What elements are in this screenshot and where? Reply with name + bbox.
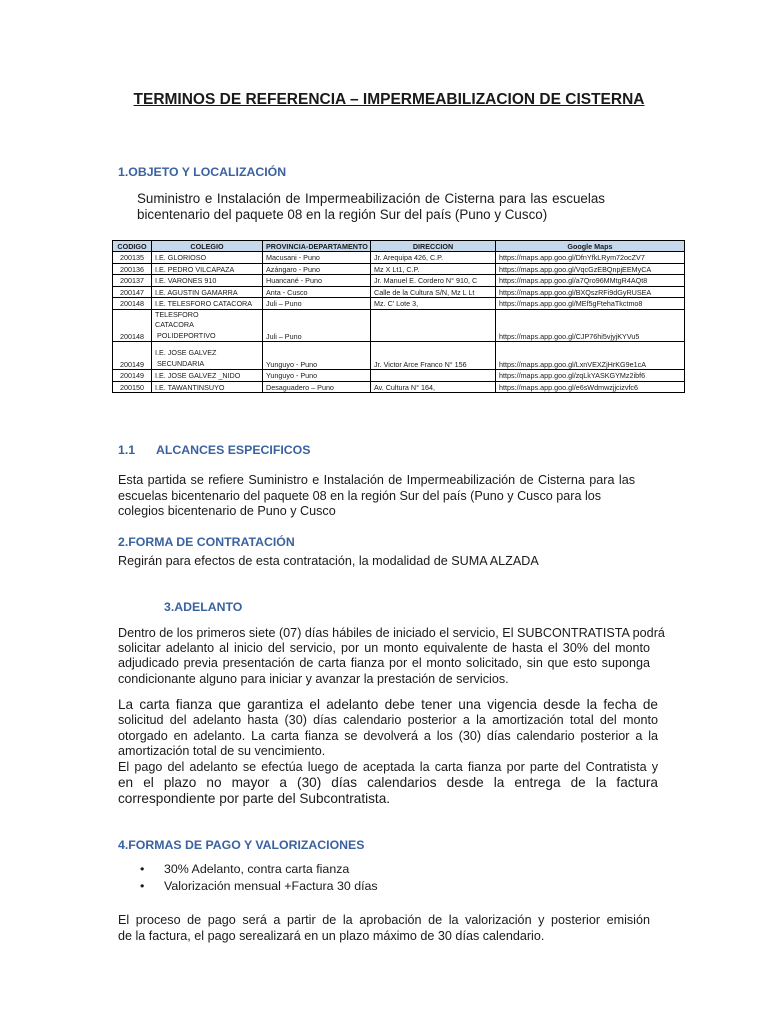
section-3-paragraph-1 (118, 626, 665, 687)
cell-colegio: I.E. TAWANTINSUYO (152, 381, 263, 393)
cell-colegio-line: SECUNDARIA (155, 358, 205, 368)
section-1-text (137, 191, 605, 223)
cell-maps-link[interactable]: https://maps.app.goo.gl/a7Qro96MMtgR4AQt8 (496, 275, 685, 287)
schools-table (112, 240, 685, 393)
section-1-1-text (118, 473, 635, 520)
table-row (113, 252, 685, 264)
table-header-maps: Google Maps (496, 241, 685, 252)
cell-codigo: 200147 (113, 286, 152, 298)
cell-colegio (152, 342, 263, 370)
section-3-heading: 3.ADELANTO (164, 600, 243, 614)
list-item (140, 878, 378, 895)
cell-maps-link[interactable]: https://maps.app.goo.gl/e6sWdmwzjjcizvfc6 (496, 381, 685, 393)
section-1-1-heading: ALCANCES ESPECIFICOS (156, 443, 311, 457)
cell-maps-link[interactable]: https://maps.app.goo.gl/VqcGzEBQnpjEEMyCA (496, 263, 685, 275)
cell-maps-link[interactable]: https://maps.app.goo.gl/BXQszRFi9dGyRUSEA (496, 286, 685, 298)
section-3-line: solicitud del adelanto hasta (30) días calendario posterior a la amortización total del monto (118, 713, 658, 727)
section-3-line: La carta fianza que garantiza el adelanto debe tener una vigencia desde la fecha de (118, 697, 658, 712)
table-row (113, 381, 685, 393)
section-1-1-line: Esta partida se refiere Suministro e Instalación de Impermeabilización de Cisterna para las (118, 473, 635, 487)
table-row (113, 286, 685, 298)
bullet-icon: • (140, 879, 145, 893)
cell-maps-link[interactable]: https://maps.app.goo.gl/zqLkYASKGYMz2ibf6 (496, 370, 685, 382)
cell-direccion: Jr. Manuel E. Cordero N° 910, C (371, 275, 496, 287)
table-row (113, 342, 685, 370)
section-4-line: de la factura, el pago serealizará en un plazo máximo de 30 días calendario. (118, 929, 545, 943)
cell-provincia: Azángaro - Puno (263, 263, 371, 275)
cell-codigo: 200137 (113, 275, 152, 287)
cell-codigo: 200148 (113, 298, 152, 310)
section-4-closing-text (118, 912, 650, 944)
cell-direccion: Av. Cultura N° 164, (371, 381, 496, 393)
section-2-heading: 2.FORMA DE CONTRATACIÓN (118, 535, 295, 549)
table-header-colegio: COLEGIO (152, 241, 263, 252)
cell-colegio: I.E. PEDRO VILCAPAZA (152, 263, 263, 275)
cell-codigo: 200149 (113, 370, 152, 382)
section-2-line: Regirán para efectos de esta contratación, la modalidad de SUMA ALZADA (118, 554, 539, 568)
list-item-text: 30% Adelanto, contra carta fianza (164, 862, 350, 876)
cell-colegio (152, 309, 263, 341)
section-1-1-line: escuelas bicentenario del paquete 08 en la región Sur del país (Puno y Cusco para los (118, 488, 602, 503)
cell-provincia: Macusani - Puno (263, 252, 371, 264)
cell-colegio-line: CATACORA (155, 320, 194, 330)
table-header-codigo: CODIGO (113, 241, 152, 252)
cell-codigo: 200150 (113, 381, 152, 393)
cell-colegio: I.E. GLORIOSO (152, 252, 263, 264)
section-3-line: correspondiente por parte del Subcontratista. (118, 791, 391, 807)
cell-provincia: Yunguyo - Puno (263, 370, 371, 382)
cell-provincia: Huancané - Puno (263, 275, 371, 287)
cell-direccion (371, 370, 496, 382)
cell-maps-link[interactable]: https://maps.app.goo.gl/CJP76hi5vjyjKYVu5 (496, 309, 685, 341)
section-3-line: en el plazo no mayor a (30) días calendarios desde la entrega de la factura (118, 775, 658, 791)
cell-direccion: Jr. Arequipa 426, C.P. (371, 252, 496, 264)
table-header-provincia: PROVINCIA-DEPARTAMENTO (263, 241, 371, 252)
cell-codigo: 200148 (113, 309, 152, 341)
section-3-line: otorgado en adelanto. La carta fianza se devolverá a los (30) días calendario posterior a la (118, 728, 658, 743)
cell-direccion: Mz. C' Lote 3, (371, 298, 496, 310)
section-3-line: El pago del adelanto se efectúa luego de aceptada la carta fianza por parte del Contratista y (118, 759, 658, 774)
cell-colegio: I.E. TELESFORO CATACORA (152, 298, 263, 310)
section-3-line: Dentro de los primeros siete (07) días hábiles de iniciado el servicio, El SUBCONTRATISTA podrá (118, 626, 665, 640)
cell-direccion: Jr. Victor Arce Franco N° 156 (371, 342, 496, 370)
table-row (113, 370, 685, 382)
section-4-line: El proceso de pago será a partir de la aprobación de la valorización y posterior emisión (118, 913, 650, 927)
bullet-icon: • (140, 862, 145, 876)
section-4-heading: 4.FORMAS DE PAGO Y VALORIZACIONES (118, 838, 365, 852)
cell-direccion: Mz X Lt1, C.P. (371, 263, 496, 275)
cell-colegio: I.E. JOSE GALVEZ _NIDO (152, 370, 263, 382)
cell-maps-link[interactable]: https://maps.app.goo.gl/MEf5gFtehaTkctmo8 (496, 298, 685, 310)
list-item-text: Valorización mensual +Factura 30 días (164, 879, 378, 893)
cell-direccion (371, 309, 496, 341)
cell-colegio-line: TELESFORO (155, 309, 199, 319)
cell-direccion: Calle de la Cultura S/N, Mz L Lt (371, 286, 496, 298)
section-1-line: bicentenario del paquete 08 en la región Sur del país (Puno y Cusco) (137, 207, 548, 222)
cell-provincia: Juli – Puno (263, 298, 371, 310)
payment-bullet-list (140, 861, 378, 895)
cell-provincia: Desaguadero – Puno (263, 381, 371, 393)
section-1-line: Suministro e Instalación de Impermeabilización de Cisterna para las escuelas (137, 191, 605, 206)
cell-provincia: Anta - Cusco (263, 286, 371, 298)
section-1-1-number: 1.1 (118, 443, 136, 457)
cell-colegio: I.E. AGUSTIN GAMARRA (152, 286, 263, 298)
section-2-text (118, 554, 638, 569)
cell-colegio-line: POLIDEPORTIVO (155, 330, 216, 340)
cell-codigo: 200136 (113, 263, 152, 275)
table-row (113, 275, 685, 287)
cell-codigo: 200149 (113, 342, 152, 370)
table-row (113, 298, 685, 310)
table-header-row (113, 241, 685, 252)
section-1-1-line: colegios bicentenario de Puno y Cusco (118, 504, 336, 518)
section-3-line: adjudicado previa presentación de carta fianza por el monto solicitado, sin que esto suponga (118, 656, 650, 671)
list-item (140, 861, 378, 878)
cell-maps-link[interactable]: https://maps.app.goo.gl/LxnVEXZjHrKG9e1cA (496, 342, 685, 370)
table-row (113, 263, 685, 275)
cell-provincia: Yunguyo - Puno (263, 342, 371, 370)
section-3-line: amortización total de su vencimiento. (118, 744, 326, 759)
cell-colegio: I.E. VARONES 910 (152, 275, 263, 287)
section-3-paragraph-2 (118, 697, 658, 807)
cell-codigo: 200135 (113, 252, 152, 264)
cell-provincia: Juli – Puno (263, 309, 371, 341)
document-title: TERMINOS DE REFERENCIA – IMPERMEABILIZACION DE CISTERNA (133, 91, 645, 108)
section-3-line: condicionante alguno para iniciar y avanzar la prestación de servicios. (118, 671, 509, 686)
section-3-line: solicitar adelanto al inicio del servicio, por un monto equivalente de hasta el 30% del monto (118, 641, 650, 656)
cell-maps-link[interactable]: https://maps.app.goo.gl/DfnYfkLRym72ocZV7 (496, 252, 685, 264)
section-1-heading: 1.OBJETO Y LOCALIZACIÓN (118, 165, 287, 179)
table-header-direccion: DIRECCION (371, 241, 496, 252)
table-row (113, 309, 685, 341)
cell-colegio-line: I.E. JOSE GALVEZ (155, 348, 217, 358)
